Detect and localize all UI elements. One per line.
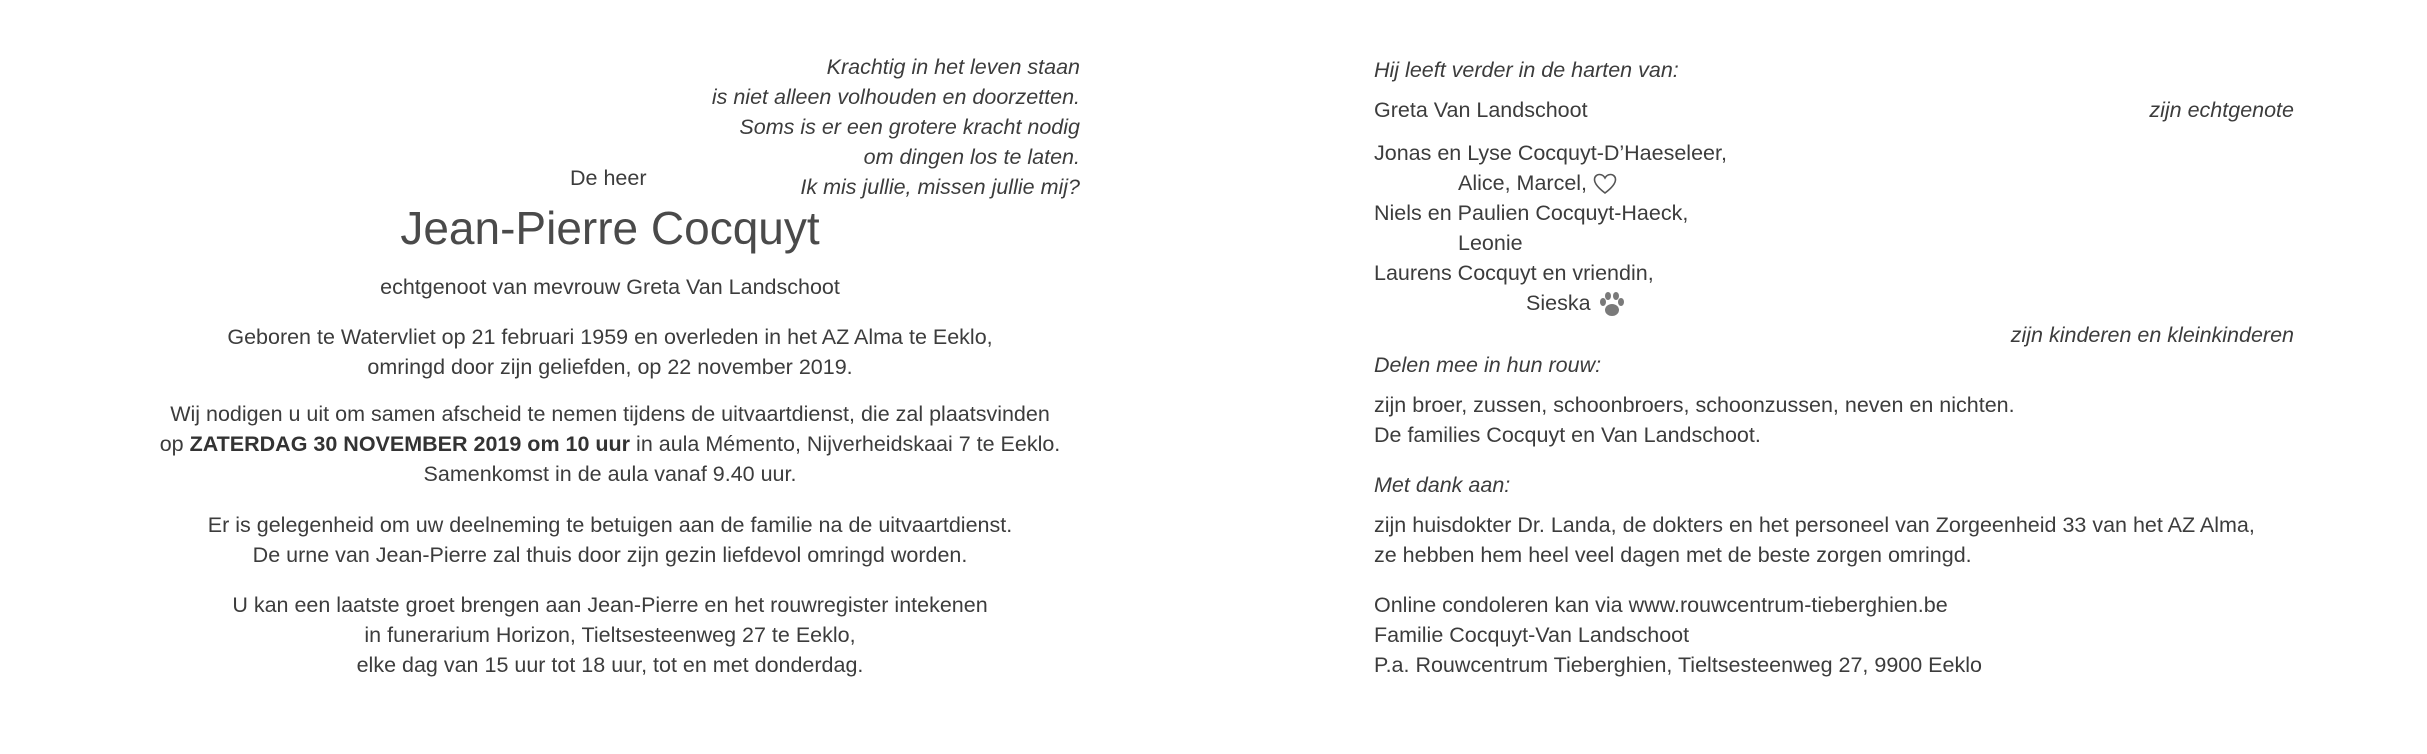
grandchildren-line [1374, 288, 2294, 318]
invite-paragraph [140, 399, 1080, 489]
poem-line: Soms is er een grotere kracht nodig [739, 115, 1080, 139]
child-line: Jonas en Lyse Cocquyt-D’Haeseleer, [1374, 141, 1727, 165]
visit-paragraph [140, 590, 1080, 680]
invite-pre: op [159, 432, 190, 456]
invite-line [140, 429, 1080, 459]
visit-line: in funerarium Horizon, Tieltsesteenweg 27 te Eeklo, [364, 623, 856, 647]
invite-line: Samenkomst in de aula vanaf 9.40 uur. [423, 462, 797, 486]
mourn-heading: Delen mee in hun rouw: [1374, 353, 1602, 377]
mourn-list [1374, 390, 2294, 450]
grandchildren-names: Alice, Marcel, [1458, 171, 1594, 195]
funeral-home-address: P.a. Rouwcentrum Tieberghien, Tieltsesteenweg 27, 9900 Eeklo [1374, 653, 1982, 677]
poem-line: is niet alleen volhouden en doorzetten. [711, 85, 1080, 109]
visit-line: U kan een laatste groet brengen aan Jean-Pierre en het rouwregister intekenen [232, 593, 988, 617]
grandchildren-line [1374, 168, 2294, 198]
grandchildren-line: Leonie [1458, 231, 1523, 255]
grandchildren-names: Sieska [1526, 291, 1591, 315]
thanks-line: ze hebben hem heel veel dagen met de beste zorgen omringd. [1374, 543, 1972, 567]
wife-relation: zijn echtgenote [2149, 98, 2294, 122]
mourn-line: zijn broer, zussen, schoonbroers, schoonzussen, neven en nichten. [1374, 393, 2015, 417]
thanks-heading: Met dank aan: [1374, 473, 1511, 497]
thanks-line: zijn huisdokter Dr. Landa, de dokters en het personeel van Zorgeenheid 33 van het AZ Alma, [1374, 513, 2255, 537]
poem-line: om dingen los te laten. [863, 145, 1080, 169]
poem [712, 52, 1080, 202]
spouse-line: echtgenoot van mevrouw Greta Van Landschoot [380, 275, 840, 299]
child-line: Niels en Paulien Cocquyt-Haeck, [1374, 201, 1689, 225]
birth-line: omringd door zijn geliefden, op 22 november 2019. [367, 355, 853, 379]
children-relation: zijn kinderen en kleinkinderen [2010, 323, 2294, 347]
family-heading: Hij leeft verder in de harten van: [1374, 58, 1679, 82]
deceased-name: Jean-Pierre Cocquyt [400, 202, 820, 254]
birth-line: Geboren te Watervliet op 21 februari 1959 en overleden in het AZ Alma te Eeklo, [227, 325, 993, 349]
condolence-line: De urne van Jean-Pierre zal thuis door zijn gezin liefdevol omringd worden. [252, 543, 968, 567]
poem-line: Ik mis jullie, missen jullie mij? [800, 175, 1080, 199]
child-line: Laurens Cocquyt en vriendin, [1374, 261, 1654, 285]
wife-row [1374, 95, 2294, 125]
online-condolence-line: Online condoleren kan via www.rouwcentrum-tieberghien.be [1374, 593, 1948, 617]
wife-name: Greta Van Landschoot [1374, 98, 1588, 122]
condolence-line: Er is gelegenheid om uw deelneming te betuigen aan de familie na de uitvaartdienst. [207, 513, 1013, 537]
mourn-line: De families Cocquyt en Van Landschoot. [1374, 423, 1761, 447]
service-datetime: ZATERDAG 30 NOVEMBER 2019 om 10 uur [189, 432, 631, 456]
thanks-text [1374, 510, 2294, 570]
paw-print-icon [1597, 290, 1627, 318]
children-list [1374, 138, 2294, 318]
family-signature: Familie Cocquyt-Van Landschoot [1374, 623, 1690, 647]
condolence-paragraph [140, 510, 1080, 570]
heart-icon [1593, 173, 1617, 195]
invite-post: in aula Mémento, Nijverheidskaai 7 te Eeklo. [630, 432, 1061, 456]
invite-line: Wij nodigen u uit om samen afscheid te nemen tijdens de uitvaartdienst, die zal plaatsvinden [170, 402, 1050, 426]
birth-paragraph [140, 322, 1080, 382]
contact-block [1374, 590, 2294, 680]
poem-line: Krachtig in het leven staan [826, 55, 1080, 79]
visit-line: elke dag van 15 uur tot 18 uur, tot en met donderdag. [356, 653, 864, 677]
honorific-text: De heer [570, 166, 647, 190]
